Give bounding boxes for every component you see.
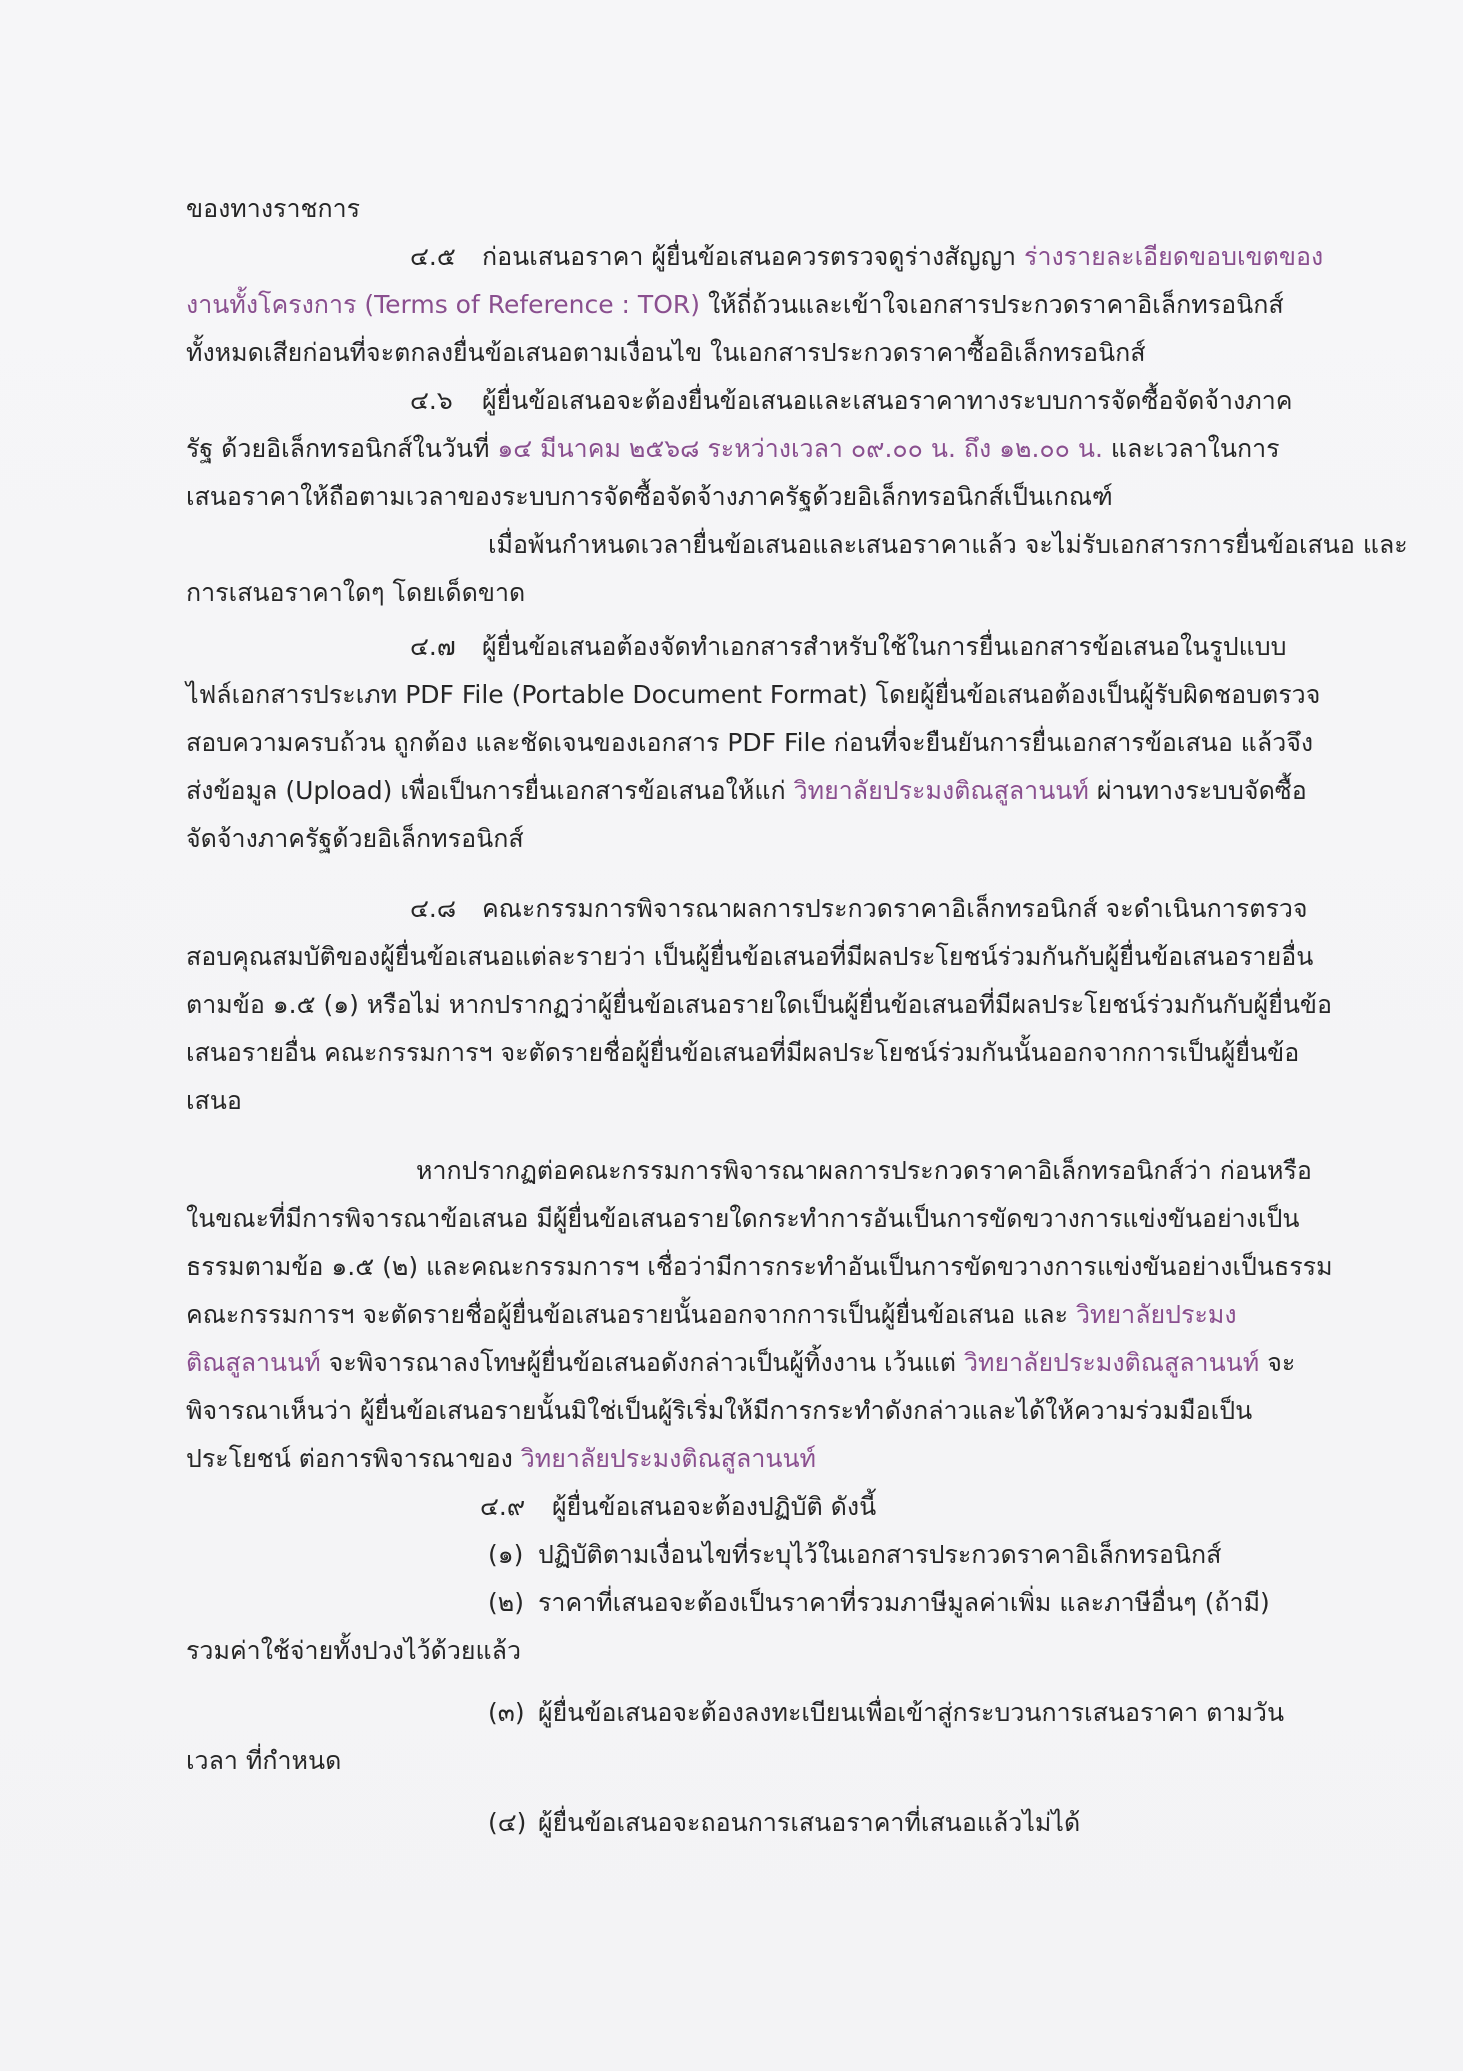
text-segment: ผ่านทางระบบจัดซื้อ [1088, 776, 1307, 805]
highlighted-text: งานทั้งโครงการ (Terms of Reference : TOR) [186, 290, 701, 319]
text-segment: คณะกรรมการพิจารณาผลการประกวดราคาอิเล็กทรอนิกส์ จะดำเนินการตรวจ [482, 894, 1308, 923]
clause-number: ๔.๙ [480, 1492, 526, 1521]
text-line [186, 815, 1306, 863]
text-line [186, 1627, 1306, 1675]
text-segment: ผู้ยื่นข้อเสนอต้องจัดทำเอกสารสำหรับใช้ในการยื่นเอกสารข้อเสนอในรูปแบบ [482, 632, 1287, 661]
text-segment: รัฐ ด้วยอิเล็กทรอนิกส์ในวันที่ [186, 434, 498, 463]
text-segment: ประโยชน์ ต่อการพิจารณาของ [186, 1444, 521, 1473]
text-segment: ธรรมตามข้อ ๑.๕ (๒) และคณะกรรมการฯ เชื่อว่ามีการกระทำอันเป็นการขัดขวางการแข่งขันอย่างเป็นธรรม [186, 1252, 1333, 1281]
text-line [186, 425, 1306, 473]
text-line [186, 233, 1324, 281]
text-line [186, 885, 1306, 933]
highlighted-text: ร่างรายละเอียดขอบเขตของ [1024, 242, 1324, 271]
text-segment: ให้ถี่ถ้วนและเข้าใจเอกสารประกวดราคาอิเล็กทรอนิกส์ [700, 290, 1284, 319]
sub-item-number: (๔) [488, 1808, 527, 1837]
text-segment: ของทางราชการ [186, 194, 361, 223]
text-line [186, 281, 1306, 329]
sub-item-number: (๒) [488, 1588, 524, 1617]
text-segment: และเวลาในการ [1102, 434, 1280, 463]
text-line [186, 671, 1321, 719]
highlighted-text: วิทยาลัยประมงติณสูลานนท์ [793, 776, 1089, 805]
text-segment: เสนอราคาให้ถือตามเวลาของระบบการจัดซื้อจัดจ้างภาครัฐด้วยอิเล็กทรอนิกส์เป็นเกณฑ์ [186, 482, 1113, 511]
text-line [186, 1689, 1306, 1737]
text-segment: พิจารณาเห็นว่า ผู้ยื่นข้อเสนอรายนั้นมิใช่เป็นผู้ริเริ่มให้มีการกระทำดังกล่าวและได้ให้ความร่วมมือเป็น [186, 1396, 1253, 1425]
text-segment: รวมค่าใช้จ่ายทั้งปวงไว้ด้วยแล้ว [186, 1636, 522, 1665]
text-line [186, 1291, 1306, 1339]
text-line [186, 933, 1314, 981]
text-line [186, 1387, 1306, 1435]
text-line [186, 1147, 1312, 1195]
text-segment: ส่งข้อมูล (Upload) เพื่อเป็นการยื่นเอกสารข้อเสนอให้แก่ [186, 776, 794, 805]
text-segment: ผู้ยื่นข้อเสนอจะถอนการเสนอราคาที่เสนอแล้วไม่ได้ [538, 1808, 1081, 1837]
text-line [186, 1029, 1306, 1077]
text-line [186, 719, 1314, 767]
text-segment: ผู้ยื่นข้อเสนอจะต้องยื่นข้อเสนอและเสนอราคาทางระบบการจัดซื้อจัดจ้างภาค [482, 386, 1293, 415]
text-segment: ราคาที่เสนอจะต้องเป็นราคาที่รวมภาษีมูลค่าเพิ่ม และภาษีอื่นๆ (ถ้ามี) [538, 1588, 1270, 1617]
text-line [186, 981, 1333, 1029]
text-line [186, 521, 1408, 569]
document-body [186, 185, 1408, 1847]
text-segment: ทั้งหมดเสียก่อนที่จะตกลงยื่นข้อเสนอตามเงื่อนไข ในเอกสารประกวดราคาซื้ออิเล็กทรอนิกส์ [186, 338, 1146, 367]
text-segment: ผู้ยื่นข้อเสนอจะต้องลงทะเบียนเพื่อเข้าสู่กระบวนการเสนอราคา ตามวัน [538, 1698, 1285, 1727]
sub-item-number: (๓) [488, 1698, 525, 1727]
text-segment: ในขณะที่มีการพิจารณาข้อเสนอ มีผู้ยื่นข้อเสนอรายใดกระทำการอันเป็นการขัดขวางการแข่งขันอย่างเป็น [186, 1204, 1300, 1233]
clause-number: ๔.๕ [410, 242, 456, 271]
text-line [186, 1195, 1306, 1243]
sub-item-number: (๑) [488, 1540, 524, 1569]
clause-number: ๔.๗ [410, 632, 456, 661]
text-segment: ผู้ยื่นข้อเสนอจะต้องปฏิบัติ ดังนี้ [552, 1492, 877, 1521]
text-line [186, 473, 1306, 521]
text-segment: ก่อนเสนอราคา ผู้ยื่นข้อเสนอควรตรวจดูร่างสัญญา [482, 242, 1025, 271]
text-line [186, 1077, 1306, 1125]
text-line [186, 1483, 1306, 1531]
text-segment: จะพิจารณาลงโทษผู้ยื่นข้อเสนอดังกล่าวเป็นผู้ทิ้งงาน เว้นแต่ [320, 1348, 964, 1377]
text-line [186, 623, 1306, 671]
text-line [186, 1435, 1306, 1483]
text-segment: หากปรากฏต่อคณะกรรมการพิจารณาผลการประกวดราคาอิเล็กทรอนิกส์ว่า ก่อนหรือ [416, 1156, 1312, 1185]
text-segment: เวลา ที่กำหนด [186, 1746, 342, 1775]
highlighted-text: วิทยาลัยประมงติณสูลานนท์ [520, 1444, 817, 1473]
text-line [186, 1579, 1306, 1627]
text-line [186, 377, 1306, 425]
text-segment: จัดจ้างภาครัฐด้วยอิเล็กทรอนิกส์ [186, 824, 524, 853]
highlighted-text: ติณสูลานนท์ [186, 1348, 321, 1377]
highlighted-text: ๑๔ มีนาคม ๒๕๖๘ ระหว่างเวลา ๐๙.๐๐ น. ถึง ๑๒.๐๐ น. [497, 434, 1103, 463]
highlighted-text: วิทยาลัยประมงติณสูลานนท์ [963, 1348, 1260, 1377]
text-segment: ตามข้อ ๑.๕ (๑) หรือไม่ หากปรากฏว่าผู้ยื่นข้อเสนอรายใดเป็นผู้ยื่นข้อเสนอที่มีผลประโยชน์ร่วมกันกับผู้ยื่นข้อ [186, 990, 1333, 1019]
clause-number: ๔.๘ [410, 894, 457, 923]
text-line [186, 767, 1306, 815]
text-segment: เมื่อพ้นกำหนดเวลายื่นข้อเสนอและเสนอราคาแล้ว จะไม่รับเอกสารการยื่นข้อเสนอ และ [488, 530, 1408, 559]
text-segment: คณะกรรมการฯ จะตัดรายชื่อผู้ยื่นข้อเสนอรายนั้นออกจากการเป็นผู้ยื่นข้อเสนอ และ [186, 1300, 1076, 1329]
text-line [186, 1243, 1333, 1291]
highlighted-text: วิทยาลัยประมง [1076, 1300, 1237, 1329]
text-segment: สอบความครบถ้วน ถูกต้อง และชัดเจนของเอกสาร PDF File ก่อนที่จะยืนยันการยื่นเอกสารข้อเสนอ แล้วจึง [186, 728, 1314, 757]
text-line [186, 329, 1306, 377]
text-segment: การเสนอราคาใดๆ โดยเด็ดขาด [186, 578, 526, 607]
clause-number: ๔.๖ [410, 386, 453, 415]
text-line [186, 185, 1306, 233]
text-line [186, 569, 1306, 617]
text-segment: ไฟล์เอกสารประเภท PDF File (Portable Document Format) โดยผู้ยื่นข้อเสนอต้องเป็นผู้รับผิดชอบตรวจ [186, 680, 1321, 709]
text-segment: เสนอ [186, 1086, 242, 1115]
text-segment: จะ [1259, 1348, 1296, 1377]
text-segment: สอบคุณสมบัติของผู้ยื่นข้อเสนอแต่ละรายว่า เป็นผู้ยื่นข้อเสนอที่มีผลประโยชน์ร่วมกันกับผู้ยื่นข้อเสนอรายอื่น [186, 942, 1314, 971]
text-line [186, 1799, 1306, 1847]
text-line [186, 1339, 1306, 1387]
text-segment: เสนอรายอื่น คณะกรรมการฯ จะตัดรายชื่อผู้ยื่นข้อเสนอที่มีผลประโยชน์ร่วมกันนั้นออกจากการเป็นผู้ยื่นข้อ [186, 1038, 1300, 1067]
text-segment: ปฏิบัติตามเงื่อนไขที่ระบุไว้ในเอกสารประกวดราคาอิเล็กทรอนิกส์ [538, 1540, 1222, 1569]
text-line [186, 1531, 1306, 1579]
text-line [186, 1737, 1306, 1785]
